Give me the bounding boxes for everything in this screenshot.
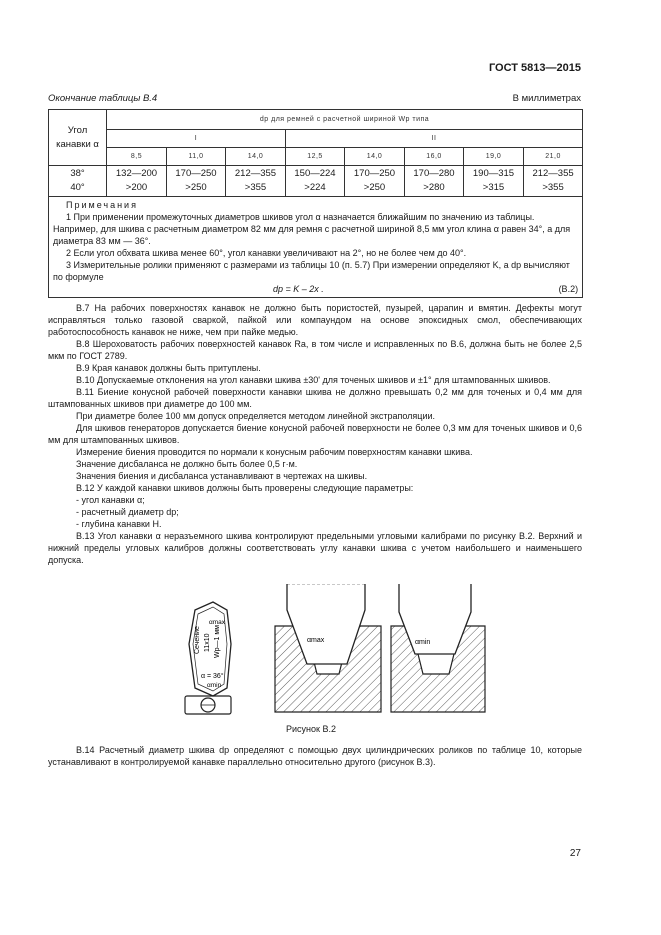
range-cell: 212—355 >355 <box>524 166 583 197</box>
para-p5: Значения биения и дисбаланса устанавливают в чертежах на шкивы. <box>76 471 368 481</box>
width-cell: 21,0 <box>524 148 583 166</box>
note-2: 2 Если угол обхвата шкива менее 60°, угол канавки увеличивают на 2°, но не более чем до 40°. <box>66 248 467 258</box>
range-cell: 190—315 >315 <box>464 166 524 197</box>
angle-40: 40° <box>70 182 85 193</box>
body-text <box>48 302 582 566</box>
list-item: - расчетный диаметр dp; <box>76 507 179 517</box>
groove-gauge-max <box>275 584 381 712</box>
angle-38: 38° <box>70 168 85 179</box>
type-i-header: I <box>107 130 286 148</box>
angle-header <box>49 110 107 166</box>
table-notes <box>49 197 583 298</box>
para-b11: В.11 Биение конусной рабочей поверхности канавки шкива не должно превышать 0,2 мм для точеных и 0,4 мм для штампованных шкивов при диаметре до 100 мм. <box>48 387 582 409</box>
page-number: 27 <box>569 848 581 859</box>
width-cell: 11,0 <box>167 148 226 166</box>
table-caption: Окончание таблицы В.4 <box>48 93 158 104</box>
angle-header-line2: канавки α <box>56 138 99 150</box>
range-cell: 170—250 >250 <box>167 166 226 197</box>
type-ii-header: II <box>286 130 583 148</box>
figure-caption: Рисунок В.2 <box>286 724 336 734</box>
width-cell: 16,0 <box>405 148 464 166</box>
groove-table <box>48 109 583 298</box>
units-note: В миллиметрах <box>512 93 581 104</box>
formula: dp = K – 2x . <box>273 284 324 294</box>
notes-title: Примечания <box>66 200 138 210</box>
para-p4: Значение дисбаланса не должно быть более 0,5 г·м. <box>76 459 298 469</box>
range-cell: 132—200 >200 <box>107 166 167 197</box>
range-cell: 170—250 >250 <box>345 166 405 197</box>
width-cell: 12,5 <box>286 148 345 166</box>
formula-row <box>53 283 578 295</box>
width-cell: 19,0 <box>464 148 524 166</box>
width-cell: 14,0 <box>345 148 405 166</box>
groove-gauge-min <box>391 584 485 712</box>
para-b9: В.9 Края канавок должны быть притуплены. <box>76 363 261 373</box>
width-cell: 14,0 <box>226 148 286 166</box>
label-alpha-max: αmax <box>307 637 325 644</box>
dp-header: dp для ремней с расчетной шириной Wp типа <box>107 110 583 130</box>
note-3: 3 Измерительные ролики применяют с размерами из таблицы 10 (п. 5.7) При измерении определяют K, а dp вычисляют по формуле <box>53 260 570 282</box>
figure-b2-drawing <box>165 584 565 724</box>
gauge-section: Сечение <box>194 626 201 654</box>
angle-header-line1: Угол <box>67 124 88 136</box>
angle-cell <box>49 166 107 197</box>
gauge-angle: α = 36° <box>201 673 224 680</box>
note-1: 1 При применении промежуточных диаметров шкивов угол α назначается ближайшим по значению из таблицы. Например, для шкива с расчетным диаметром 82 мм для ремня с расчетной шириной 8,5 мм угол клина α равен 34°, а для диаметра 83 мм — 36°. <box>53 212 571 246</box>
gauge-label-min: αmin <box>207 682 222 689</box>
equation-number: (В.2) <box>558 284 579 294</box>
range-cell: 170—280 >280 <box>405 166 464 197</box>
para-p1: При диаметре более 100 мм допуск определяется методом линейной экстраполяции. <box>76 411 436 421</box>
para-p3: Измерение биения проводится по нормали к конусным рабочим поверхностям канавки шкива. <box>76 447 473 457</box>
label-alpha-min: αmin <box>415 639 431 646</box>
para-b14 <box>48 744 582 768</box>
gauge-size: 11x10 <box>204 633 211 652</box>
para-b8: В.8 Шероховатость рабочих поверхностей канавок Ra, в том числе и исправленных по В.6, должна быть не более 2,5 мкм по ГОСТ 2789. <box>48 339 582 361</box>
width-cell: 8,5 <box>107 148 167 166</box>
document-code: ГОСТ 5813—2015 <box>488 62 581 74</box>
range-cell: 212—355 >355 <box>226 166 286 197</box>
gauge-label-max: αmax <box>209 619 226 626</box>
range-cell: 150—224 >224 <box>286 166 345 197</box>
gauge-tag <box>185 602 231 714</box>
para-p2: Для шкивов генераторов допускается биение конусной рабочей поверхности не более 0,3 мм для точеных шкивов и 0,6 мм для штампованных шкивов. <box>48 423 582 445</box>
list-item: - глубина канавки H. <box>76 519 162 529</box>
para-b14-text: В.14 Расчетный диаметр шкива dp определяют с помощью двух цилиндрических роликов по таблице 10, которые устанавливают в контролируемой канавке параллельно относительно другого (рисунок В.3). <box>48 745 582 767</box>
gauge-wp: Wp—1 мм <box>214 625 221 658</box>
para-b13: В.13 Угол канавки α неразъемного шкива контролируют предельными угловыми калибрами по рисунку В.2. Верхний и нижний пределы угловых калибров должны соответствовать углу канавки шкива с учетом наибольшего и наименьшего допуска. <box>48 531 582 565</box>
para-b12: В.12 У каждой канавки шкивов должны быть проверены следующие параметры: <box>76 483 414 493</box>
para-b7: В.7 На рабочих поверхностях канавок не должно быть пористостей, пузырей, царапин и вмятин. Дефекты могут исправляться только газовой сваркой, пайкой или компаундом на основе эпоксидных смол, обеспечивающих работоспособность канавок не ниже, чем при пайке медью. <box>48 303 582 337</box>
para-b10: В.10 Допускаемые отклонения на угол канавки шкива ±30' для точеных шкивов и ±1° для штампованных шкивов. <box>76 375 551 385</box>
list-item: - угол канавки α; <box>76 495 145 505</box>
